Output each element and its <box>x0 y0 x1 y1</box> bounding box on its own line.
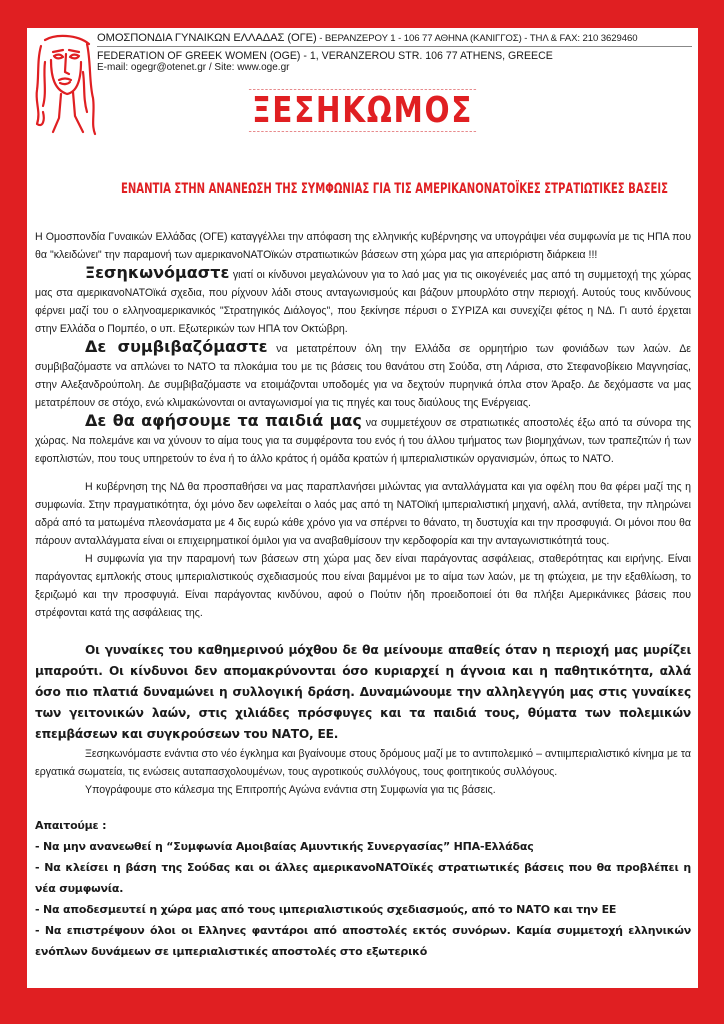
demand-item: - Να κλείσει η βάση της Σούδας και οι άλλες αμερικανοΝΑΤΟϊκές στρατιωτικές βάσεις που θα προβλέπει η νέα συμφωνία. <box>35 861 691 895</box>
org-name-english: FEDERATION OF GREEK WOMEN (OGE) - 1, VERANZEROU STR. 106 77 ATHENS, GREECE <box>97 50 553 62</box>
body-text <box>35 228 691 962</box>
paragraph-rising <box>35 264 691 338</box>
demand-item: - Να αποδεσμευτεί η χώρα μας από τους ιμπεριαλιστικούς σχεδιασμούς, από το ΝΑΤΟ και την ΕΕ <box>35 903 617 916</box>
subtitle: ΕΝΑΝΤΙΑ ΣΤΗΝ ΑΝΑΝΕΩΣΗ ΤΗΣ ΣΥΜΦΩΝΙΑΣ ΓΙΑ ΤΙΣ ΑΜΕΡΙΚΑΝΟΝΑΤΟΪΚΕΣ ΣΤΡΑΤΙΩΤΙΚΕΣ ΒΑΣΕΙΣ <box>120 181 669 197</box>
lead-phrase: Δε συμβιβαζόμαστε <box>85 337 268 356</box>
demand-item: - Να επιστρέψουν όλοι οι Ελληνες φαντάροι από αποστολές εκτός συνόρων. Καμία συμμετοχή ελληνικών ενόπλων δυνάμεων σε ιμπεριαλιστικές αποστολές στο εξωτερικό <box>35 924 691 958</box>
lead-phrase: Ξεσηκωνόμαστε <box>85 263 230 282</box>
lead-phrase: Δε θα αφήσουμε τα παιδιά μας <box>85 411 362 430</box>
org-address-greek: - ΒΕΡΑΝΖΕΡΟΥ 1 - 106 77 ΑΘΗΝΑ (ΚΑΝΙΓΓΟΣ) - ΤΗΛ & FAX: 210 3629460 <box>316 33 638 44</box>
paragraph-government: Η κυβέρνηση της ΝΔ θα προσπαθήσει να μας παραπλανήσει μιλώντας για ανταλλάγματα και για οφέλη που θα φέρει μαζί της η συμφωνία. Στην πραγματικότητα, όχι μόνο δεν ωφελείται ο λαός μας από τη ΝΑΤΟϊκή ιμπεριαλιστική μηχανή, αλλά, αντίθετα, την πληρώνει αδρά από τα ματωμένα πλεονάσματα με 4 δις ευρώ κάθε χρόνο για να σπέρνει το θάνατο, τη δυστυχία και την προσφυγιά. Οι μόνοι που θα πάρουν ανταλλάγματα είναι οι επιχειρηματικοί όμιλοι για να αναβαθμίσουν την κερδοφορία και την ανταγωνιστικότητά τους. <box>35 481 691 547</box>
paragraph-mobilize: Ξεσηκωνόμαστε ενάντια στο νέο έγκλημα και βγαίνουμε στους δρόμους μαζί με το αντιπολεμικό – αντιιμπεριαλιστικό κίνημα με τα εργατικά σωματεία, τις ενώσεις αυταπασχολουμένων, τους αγροτικούς συλλόγους, τους φοιτητικούς συλλόγους. <box>35 748 691 778</box>
paragraph-text: να συμμετέχουν σε στρατιωτικές αποστολές έξω από τα σύνορα της χώρας. Να πολεμάνε και να χύνουν το αίμα τους για τα συμφέροντα του ενός ή του άλλου τμήματος των βιομηχάνων, των τραπεζιτών ή των εφοπλιστών, που τους υπηρετούν το ένα ή το άλλο κράτος ή ομάδα κρατών ή ιμπεριαλιστικών οργανισμών, όπως το ΝΑΤΟ. <box>35 417 691 465</box>
flyer-panel <box>27 28 698 988</box>
paragraph-text: να μετατρέπουν όλη την Ελλάδα σε ορμητήριο των φονιάδων των λαών. Δε συμβιβαζόμαστε να απλώνει το ΝΑΤΟ τα πλοκάμια του με τις βάσεις του θανάτου στη Σούδα, στη Λάρισα, στο Στεφανοβίκειο Μαγνησίας, στην Αλεξανδρούπολη. Δε συμβιβαζόμαστε να ετοιμάζονται υποδομές για να δεχτούν πυρηνικά όπλα στον Άραξο. Δε δεχόμαστε να μας μετατρέπουν σε στόχο, ενώ κλιμακώνονται οι ανταγωνισμοί για τις πηγές και τους διαύλους της Ενέργειας. <box>35 343 691 409</box>
stamp-title <box>87 89 637 132</box>
paragraph-agreement: Η συμφωνία για την παραμονή των βάσεων στη χώρα μας δεν είναι παράγοντας ασφάλειας, σταθερότητας και ειρήνης. Είναι παράγοντας εμπλοκής στους ιμπεριαλιστικούς σχεδιασμούς που είναι βαμμένοι με το αίμα των λαών, με τη φτώχεια, με την εξαθλίωση, το ξεριζωμό και την προσφυγιά. Είναι παράγοντας κινδύνου, αφού ο Πούτιν ήδη προειδοποιεί ότι θα πλήξει Αμερικάνικες βάσεις που στρέφονται κατά της ασφάλειας της. <box>35 553 691 619</box>
page-title: ΞΕΣΗΚΩΜΟΣ <box>249 89 477 132</box>
intro-paragraph: Η Ομοσπονδία Γυναικών Ελλάδας (ΟΓΕ) καταγγέλλει την απόφαση της ελληνικής κυβέρνησης να υπογράψει νέα συμφωνία με τις ΗΠΑ που θα "κλειδώνει" την παραμονή των αμερικανοΝΑΤΟϊκών στρατιωτικών βάσεων στη χώρα μας για απεριόριστη διάρκεια !!! <box>35 231 691 261</box>
header-line-greek <box>97 32 692 47</box>
organization-header <box>97 32 692 73</box>
paragraph-children <box>35 412 691 468</box>
paragraph-women: Οι γυναίκες του καθημερινού μόχθου δε θα μείνουμε απαθείς όταν η περιοχή μας μυρίζει μπαρούτι. Οι κίνδυνοι δεν απομακρύνονται όσο κυριαρχεί η άγνοια και η παθητικότητα, αλλά όσο πιο πλατιά δυναμώνει η συλλογική δράση. Δυναμώνουμε την αλληλεγγύη μας στις γυναίκες των γειτονικών λαών, στις χιλιάδες πρόσφυγες και τα παιδιά τους, θύματα των πολεμικών επεμβάσεων και συγκρούσεων του ΝΑΤΟ, ΕΕ. <box>35 643 691 741</box>
org-contact: E-mail: ogegr@otenet.gr / Site: www.oge.gr <box>97 62 290 73</box>
demands-list <box>35 815 691 962</box>
demand-item: - Να μην ανανεωθεί η “Συμφωνία Αμοιβαίας Αμυντικής Συνεργασίας” ΗΠΑ-Ελλάδας <box>35 840 534 853</box>
org-name-greek: ΟΜΟΣΠΟΝΔΙΑ ΓΥΝΑΙΚΩΝ ΕΛΛΑΔΑΣ (ΟΓΕ) <box>97 32 317 44</box>
demands-heading: Απαιτούμε : <box>35 819 107 832</box>
paragraph-no-compromise <box>35 338 691 412</box>
paragraph-sign: Υπογράφουμε στο κάλεσμα της Επιτροπής Αγώνα ενάντια στη Συμφωνία για τις βάσεις. <box>85 784 496 796</box>
paragraph-text: γιατί οι κίνδυνοι μεγαλώνουν για το λαό μας για τις οικογένειές μας από τη συμμετοχή της χώρας μας στα αμερικανοΝΑΤΟϊκά σχεδια, που ρίχνουν λάδι στους ανταγωνισμούς και βάζουν μπουρλότο στην περιοχή. Αυτούς τους κινδύνους φέρνει μαζί του ο ελληνοαμερικανικός "Στρατηγικός Διάλογος", που ξεκίνησε πέρυσι ο ΣΥΡΙΖΑ και συνεχίζει φέτος η ΝΔ. Γι αυτό έρχεται στην Ελλάδα ο Πομπέο, ο υπ. Εξωτερικών των ΗΠΑ τον Οκτώβρη. <box>35 269 691 335</box>
